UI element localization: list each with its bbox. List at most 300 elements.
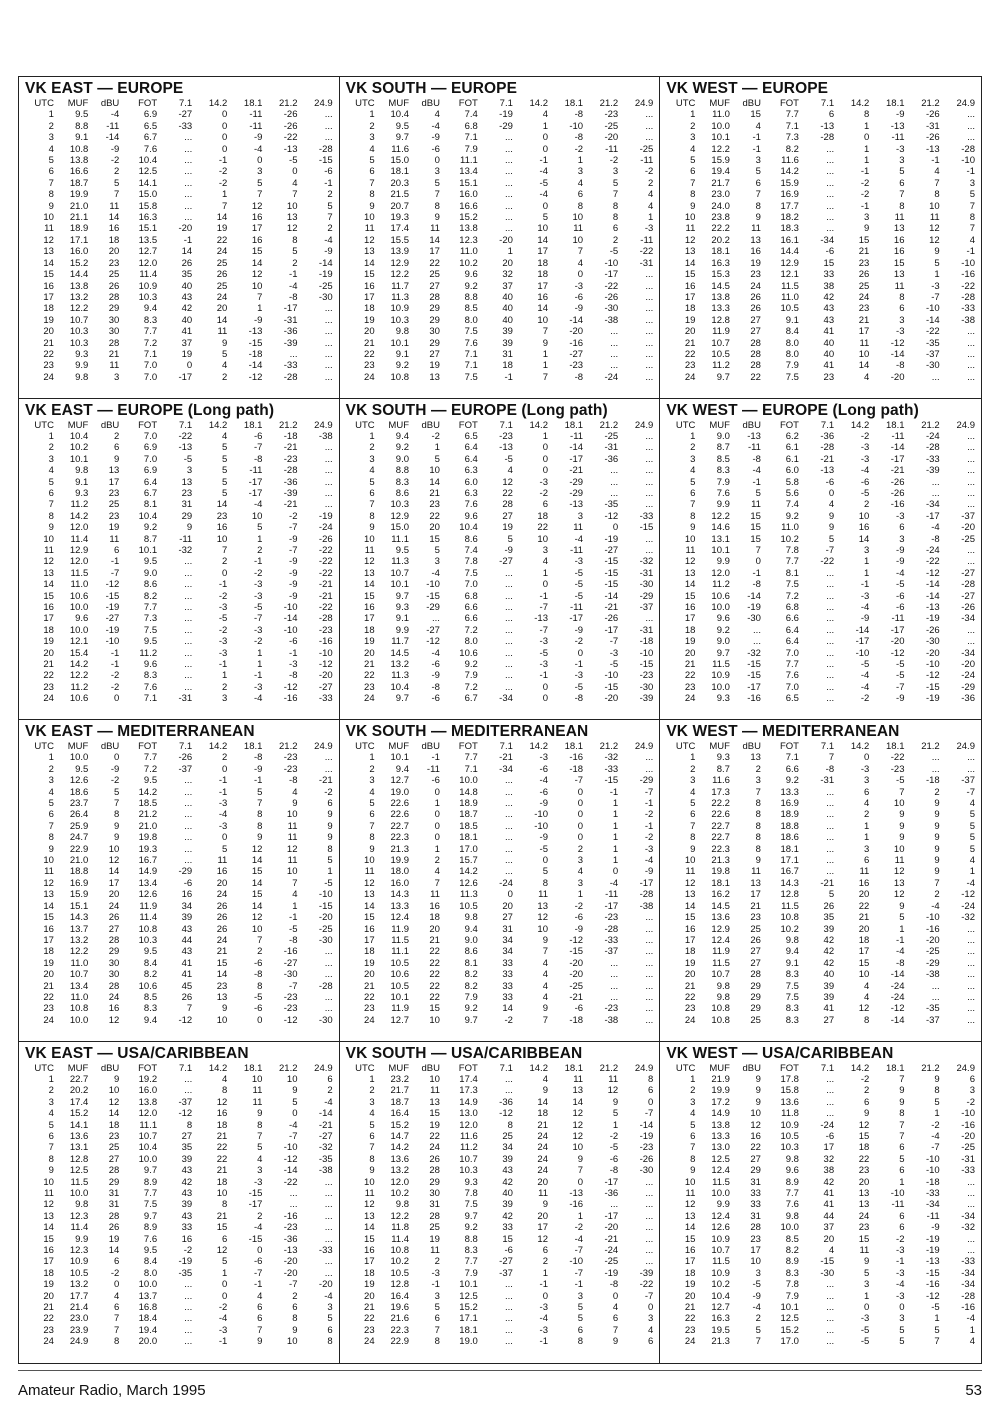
table-cell: 4 bbox=[292, 889, 298, 901]
table-cell: 10.3 bbox=[780, 1142, 799, 1154]
table-cell: -3 bbox=[253, 590, 263, 602]
column-header: dBU bbox=[742, 741, 761, 752]
table-cell: -2 bbox=[218, 624, 228, 636]
table-row bbox=[346, 878, 656, 889]
table-cell: ... bbox=[967, 1003, 975, 1015]
table-cell: 2 bbox=[577, 843, 584, 855]
table-cell: 10.9 bbox=[390, 303, 409, 315]
table-cell: 7.6 bbox=[464, 337, 478, 349]
table-cell: 1 bbox=[864, 155, 870, 167]
table-cell: 22 bbox=[216, 234, 228, 246]
table-row bbox=[25, 1256, 335, 1267]
table-cell: 14.5 bbox=[711, 280, 730, 292]
table-cell: 6.7 bbox=[464, 693, 478, 705]
table-cell: 22 bbox=[364, 1313, 375, 1325]
table-cell: 4 bbox=[542, 957, 548, 969]
table-cell: 10.4 bbox=[390, 681, 409, 693]
prediction-table bbox=[25, 420, 335, 705]
column-header: 24.9 bbox=[314, 98, 333, 109]
table-cell: -2 bbox=[574, 900, 584, 912]
table-cell: -5 bbox=[218, 613, 228, 625]
table-row bbox=[25, 545, 335, 556]
table-cell: ... bbox=[184, 670, 193, 682]
table-cell: 42 bbox=[181, 1176, 193, 1188]
table-cell: -11 bbox=[640, 234, 654, 246]
table-cell: 18.5 bbox=[138, 798, 158, 810]
table-cell: 1 bbox=[542, 360, 548, 372]
table-cell: -22 bbox=[283, 1176, 298, 1188]
table-cell: -35 bbox=[178, 1267, 193, 1279]
table-row bbox=[346, 591, 656, 602]
table-row bbox=[346, 659, 656, 670]
table-cell: 20 bbox=[429, 522, 440, 534]
table-cell: 9 bbox=[755, 212, 761, 224]
table-cell: 1 bbox=[690, 752, 696, 764]
table-cell: 16 bbox=[684, 923, 696, 935]
table-cell: 9 bbox=[828, 510, 835, 522]
table-cell: -10 bbox=[569, 120, 584, 132]
table-cell: 5 bbox=[434, 453, 440, 465]
table-cell: 8.2 bbox=[143, 969, 158, 981]
table-cell: 2 bbox=[48, 1085, 54, 1097]
table-cell: 10 bbox=[684, 1176, 696, 1188]
table-cell: 18 bbox=[858, 1142, 870, 1154]
table-cell: ... bbox=[645, 991, 654, 1003]
table-cell: -24 bbox=[925, 544, 940, 556]
table-cell: 28 bbox=[429, 291, 440, 303]
table-cell: 26 bbox=[750, 934, 761, 946]
table-cell: 5 bbox=[222, 476, 228, 488]
table-cell: 15 bbox=[216, 957, 228, 969]
table-cell: ... bbox=[826, 832, 835, 844]
table-row bbox=[666, 935, 977, 946]
table-cell: 1 bbox=[864, 143, 870, 155]
table-cell: 5 bbox=[577, 1302, 584, 1314]
table-row bbox=[346, 924, 656, 935]
table-cell: 24 bbox=[537, 1153, 548, 1165]
table-cell: -9 bbox=[574, 624, 584, 636]
table-cell: ... bbox=[504, 1324, 513, 1336]
table-cell: 10.9 bbox=[711, 1267, 730, 1279]
table-cell: 9 bbox=[542, 1199, 548, 1211]
table-cell: ... bbox=[967, 348, 975, 360]
table-cell: 14.1 bbox=[138, 177, 158, 189]
table-cell: -1 bbox=[253, 670, 263, 682]
table-cell: 5 bbox=[690, 798, 696, 810]
table-cell: 0 bbox=[222, 832, 228, 844]
table-cell: 10.8 bbox=[69, 143, 89, 155]
table-cell: 2 bbox=[934, 786, 940, 798]
table-cell: -3 bbox=[644, 843, 654, 855]
table-cell: 10 bbox=[364, 212, 375, 224]
table-cell: 5 bbox=[755, 1324, 761, 1336]
table-cell: 6 bbox=[292, 1302, 298, 1314]
table-cell: ... bbox=[645, 934, 654, 946]
table-cell: 11.5 bbox=[391, 934, 409, 946]
table-cell: 15.1 bbox=[69, 900, 89, 912]
table-row bbox=[346, 764, 656, 775]
table-cell: 10.0 bbox=[138, 1279, 158, 1291]
table-cell: -17 bbox=[604, 1176, 619, 1188]
table-cell: -2 bbox=[644, 832, 654, 844]
table-cell: 6 bbox=[327, 1324, 333, 1336]
table-cell: 14 bbox=[502, 1003, 513, 1015]
table-cell: ... bbox=[324, 453, 333, 465]
table-cell: -28 bbox=[283, 371, 298, 383]
table-cell: -7 bbox=[931, 1142, 940, 1154]
table-cell: 13 bbox=[429, 371, 440, 383]
table-cell: -6 bbox=[896, 590, 905, 602]
table-cell: 28 bbox=[750, 1222, 761, 1234]
table-cell: 11 bbox=[894, 855, 905, 867]
column-header: 18.1 bbox=[243, 419, 263, 431]
table-cell: 12.9 bbox=[390, 510, 409, 522]
table-cell: 15 bbox=[43, 912, 54, 924]
table-cell: -3 bbox=[289, 659, 298, 671]
table-cell: -12 bbox=[890, 1003, 905, 1015]
table-cell: 23 bbox=[108, 510, 120, 522]
table-cell: 1 bbox=[864, 556, 870, 568]
table-cell: -2 bbox=[609, 1130, 619, 1142]
table-cell: -31 bbox=[820, 775, 835, 787]
table-cell: 24 bbox=[108, 900, 120, 912]
table-cell: 24 bbox=[537, 1130, 548, 1142]
table-cell: -19 bbox=[925, 1233, 940, 1245]
table-cell: ... bbox=[324, 442, 333, 454]
table-cell: 27 bbox=[181, 1130, 193, 1142]
table-cell: 5 bbox=[542, 212, 548, 224]
table-cell: 6 bbox=[434, 1313, 440, 1325]
table-row bbox=[346, 246, 656, 257]
table-cell: -33 bbox=[318, 693, 333, 705]
table-cell: 9 bbox=[934, 866, 940, 878]
table-cell: ... bbox=[184, 636, 193, 648]
column-header: 18.1 bbox=[886, 98, 905, 109]
table-cell: 17 bbox=[750, 1245, 761, 1256]
table-cell: 7 bbox=[690, 177, 696, 189]
table-cell: -7 bbox=[966, 786, 975, 798]
table-cell: 1 bbox=[612, 798, 619, 810]
table-cell: -10 bbox=[925, 303, 940, 315]
table-cell: -6 bbox=[825, 476, 835, 488]
table-cell: 10 bbox=[251, 280, 263, 292]
panel-title: VK SOUTH — MEDITERRANEAN bbox=[345, 723, 589, 740]
table-cell: -37 bbox=[961, 775, 975, 787]
table-cell: ... bbox=[967, 957, 975, 969]
table-cell: 4 bbox=[507, 465, 513, 477]
table-cell: 27 bbox=[502, 912, 513, 924]
table-cell: 8 bbox=[612, 212, 619, 224]
table-cell: ... bbox=[826, 1085, 835, 1097]
table-cell: -17 bbox=[604, 624, 619, 636]
table-cell: -5 bbox=[931, 1302, 940, 1314]
table-cell: 10.2 bbox=[69, 442, 89, 454]
table-cell: 1 bbox=[969, 866, 975, 878]
table-cell: 21.0 bbox=[69, 855, 89, 867]
table-cell: -34 bbox=[925, 499, 940, 511]
table-row bbox=[666, 1003, 977, 1014]
table-cell: ... bbox=[184, 1290, 193, 1302]
table-cell: -31 bbox=[639, 624, 654, 636]
table-cell: ... bbox=[645, 1210, 654, 1222]
table-cell: -20 bbox=[604, 132, 619, 144]
table-cell: -10 bbox=[105, 636, 120, 648]
table-cell: 0 bbox=[434, 155, 440, 167]
table-cell: 18 bbox=[537, 510, 548, 522]
table-cell: -9 bbox=[289, 579, 298, 591]
table-row bbox=[346, 1245, 656, 1256]
table-cell: -10 bbox=[604, 670, 619, 682]
table-cell: 22 bbox=[429, 969, 440, 981]
table-cell: 1 bbox=[577, 155, 584, 167]
table-cell: ... bbox=[610, 326, 619, 338]
table-cell: -10 bbox=[961, 1108, 975, 1120]
table-cell: 12 bbox=[364, 556, 375, 568]
table-cell: 22.7 bbox=[711, 832, 730, 844]
table-row bbox=[25, 958, 335, 969]
table-cell: 10.0 bbox=[711, 602, 730, 613]
table-cell: -37 bbox=[604, 946, 619, 958]
table-cell: 11.0 bbox=[70, 957, 89, 969]
table-cell: 13.1 bbox=[69, 1142, 89, 1154]
column-header: MUF bbox=[388, 741, 409, 752]
table-cell: -29 bbox=[499, 120, 513, 132]
table-cell: 16.8 bbox=[138, 1302, 158, 1314]
table-cell: 12.8 bbox=[390, 1279, 409, 1291]
table-cell: 17.8 bbox=[780, 1073, 799, 1085]
table-row bbox=[25, 912, 335, 923]
table-cell: -38 bbox=[639, 900, 654, 912]
table-cell: 23 bbox=[750, 1233, 761, 1245]
column-header: 18.1 bbox=[886, 1062, 905, 1074]
table-cell: -21 bbox=[890, 465, 905, 477]
table-cell: 9.6 bbox=[464, 269, 478, 281]
table-cell: 23 bbox=[429, 499, 440, 511]
table-row bbox=[25, 246, 335, 257]
table-cell: 5 bbox=[934, 1096, 940, 1108]
table-cell: 9.2 bbox=[464, 659, 478, 671]
table-cell: 8 bbox=[257, 809, 263, 821]
table-cell: 11.3 bbox=[391, 556, 409, 568]
table-row bbox=[25, 969, 335, 980]
table-cell: -1 bbox=[752, 132, 761, 144]
table-cell: 1 bbox=[507, 246, 513, 258]
table-cell: 7.1 bbox=[464, 360, 478, 372]
table-cell: 15 bbox=[750, 533, 761, 545]
table-cell: 19.9 bbox=[711, 1085, 730, 1097]
table-cell: -4 bbox=[253, 693, 263, 705]
table-cell: -7 bbox=[574, 1267, 584, 1279]
table-cell: 15 bbox=[364, 1233, 375, 1245]
table-cell: -7 bbox=[253, 1267, 263, 1279]
table-cell: -7 bbox=[539, 624, 548, 636]
table-cell: -33 bbox=[639, 510, 654, 522]
table-cell: 10 bbox=[572, 234, 584, 246]
table-cell: 7.1 bbox=[785, 120, 799, 132]
table-row bbox=[346, 1291, 656, 1302]
table-cell: 3 bbox=[648, 1313, 654, 1325]
column-header: 24.9 bbox=[314, 419, 333, 431]
table-cell: 4 bbox=[434, 109, 440, 121]
table-cell: -34 bbox=[961, 613, 975, 625]
table-cell: 13 bbox=[286, 212, 298, 224]
table-cell: 15 bbox=[502, 1233, 513, 1245]
table-cell: 14.5 bbox=[390, 647, 409, 659]
table-cell: 6 bbox=[690, 809, 696, 821]
column-header: FOT bbox=[458, 741, 478, 752]
table-cell: 12.4 bbox=[711, 1165, 730, 1177]
table-cell: 7 bbox=[542, 946, 548, 958]
column-header: UTC bbox=[355, 98, 375, 109]
table-cell: 8.3 bbox=[716, 465, 730, 477]
table-cell: ... bbox=[931, 476, 940, 488]
column-header: dBU bbox=[100, 741, 120, 752]
table-cell: 41 bbox=[823, 1187, 835, 1199]
table-cell: 1 bbox=[434, 843, 440, 855]
table-cell: 6 bbox=[222, 1233, 228, 1245]
table-cell: 19.6 bbox=[390, 1302, 409, 1314]
table-cell: -3 bbox=[431, 1267, 440, 1279]
table-cell: 4 bbox=[369, 465, 375, 477]
table-cell: -1 bbox=[431, 752, 440, 764]
table-cell: 42 bbox=[823, 1176, 835, 1188]
table-cell: 13 bbox=[684, 567, 696, 579]
table-cell: -16 bbox=[569, 1199, 584, 1211]
table-cell: 21.4 bbox=[69, 1302, 89, 1314]
table-row bbox=[346, 360, 656, 371]
table-cell: 15.0 bbox=[390, 522, 409, 534]
table-cell: 3 bbox=[577, 166, 584, 178]
table-cell: 12.2 bbox=[390, 269, 409, 281]
table-cell: 18.1 bbox=[459, 832, 478, 844]
table-cell: 12.4 bbox=[711, 1210, 730, 1222]
table-cell: ... bbox=[184, 155, 193, 167]
table-cell: ... bbox=[826, 820, 835, 832]
column-header: FOT bbox=[779, 419, 799, 431]
table-cell: 7.5 bbox=[464, 326, 478, 338]
table-cell: 1 bbox=[222, 670, 228, 682]
table-row bbox=[346, 132, 656, 143]
table-cell: 13 bbox=[684, 1210, 696, 1222]
table-header-row bbox=[666, 1063, 977, 1074]
table-cell: ... bbox=[184, 1324, 193, 1336]
table-cell: ... bbox=[645, 269, 654, 281]
table-cell: 6.8 bbox=[464, 120, 478, 132]
table-cell: -34 bbox=[961, 1267, 975, 1279]
table-cell: 8.0 bbox=[785, 337, 799, 349]
table-cell: 25 bbox=[108, 1142, 120, 1154]
table-cell: 9 bbox=[542, 337, 548, 349]
table-cell: 15 bbox=[893, 257, 905, 269]
table-cell: 3 bbox=[969, 177, 975, 189]
table-cell: 15 bbox=[364, 912, 375, 924]
table-cell: 11 bbox=[364, 544, 375, 556]
table-cell: ... bbox=[967, 923, 975, 935]
table-cell: -22 bbox=[604, 280, 619, 292]
table-cell: 17 bbox=[43, 934, 54, 946]
table-cell: 5 bbox=[899, 1324, 905, 1336]
table-cell: 12.5 bbox=[711, 1153, 730, 1165]
table-cell: -36 bbox=[499, 1096, 513, 1108]
table-cell: 29 bbox=[429, 1176, 440, 1188]
table-cell: ... bbox=[967, 752, 975, 764]
table-row bbox=[25, 1188, 335, 1199]
table-cell: 28 bbox=[108, 1210, 120, 1222]
table-cell: 9 bbox=[369, 522, 375, 534]
table-cell: 7 bbox=[542, 371, 548, 383]
column-header: dBU bbox=[742, 419, 761, 431]
table-cell: 7 bbox=[755, 189, 761, 201]
table-cell: 2 bbox=[369, 442, 375, 454]
table-cell: 40 bbox=[823, 348, 835, 360]
table-cell: -13 bbox=[820, 465, 835, 477]
table-cell: -5 bbox=[896, 670, 905, 682]
table-cell: 8.4 bbox=[785, 326, 799, 338]
table-cell: 10 bbox=[216, 533, 228, 545]
table-cell: -6 bbox=[539, 786, 548, 798]
table-row bbox=[346, 1313, 656, 1324]
table-cell: 1 bbox=[864, 820, 870, 832]
table-cell: 8 bbox=[969, 212, 975, 224]
table-row bbox=[346, 1199, 656, 1210]
prediction-table bbox=[346, 98, 656, 383]
table-cell: ... bbox=[967, 360, 975, 372]
table-cell: 2 bbox=[369, 120, 375, 132]
table-cell: 42 bbox=[823, 934, 835, 946]
table-cell: ... bbox=[184, 659, 193, 671]
table-cell: 11 bbox=[364, 223, 375, 235]
table-cell: 20.0 bbox=[138, 1336, 158, 1348]
table-cell: 0 bbox=[292, 1108, 298, 1120]
table-cell: 1 bbox=[612, 843, 619, 855]
table-cell: 5 bbox=[48, 798, 54, 810]
table-cell: 10.2 bbox=[390, 1187, 409, 1199]
table-cell: 4 bbox=[542, 1073, 548, 1085]
table-cell: 16 bbox=[251, 234, 263, 246]
table-cell: -13 bbox=[925, 1256, 940, 1268]
table-cell: 30 bbox=[108, 969, 120, 981]
table-cell: 13 bbox=[893, 269, 905, 281]
table-row bbox=[666, 1336, 977, 1347]
table-cell: 26 bbox=[108, 1222, 120, 1234]
table-cell: -5 bbox=[896, 579, 905, 591]
table-cell: ... bbox=[967, 487, 975, 499]
table-cell: -6 bbox=[609, 1153, 619, 1165]
table-cell: 11 bbox=[859, 1245, 870, 1256]
table-cell: 43 bbox=[181, 923, 193, 935]
table-cell: 7.5 bbox=[143, 624, 158, 636]
table-row bbox=[666, 648, 977, 659]
table-cell: ... bbox=[645, 957, 654, 969]
table-cell: 7.2 bbox=[464, 681, 478, 693]
table-cell: -22 bbox=[890, 752, 905, 764]
table-cell: -15 bbox=[820, 1256, 835, 1268]
table-cell: -7 bbox=[289, 522, 298, 534]
table-cell: 18 bbox=[684, 624, 696, 636]
table-cell: 5 bbox=[864, 1267, 870, 1279]
table-cell: -1 bbox=[324, 177, 333, 189]
table-header-row bbox=[346, 420, 656, 431]
table-cell: -2 bbox=[110, 775, 120, 787]
table-cell: 13 bbox=[364, 567, 375, 579]
table-cell: 9 bbox=[48, 843, 54, 855]
table-cell: 10.0 bbox=[780, 1222, 799, 1234]
table-cell: 11 bbox=[751, 866, 761, 878]
table-cell: 7 bbox=[899, 189, 905, 201]
table-cell: 0 bbox=[222, 1279, 228, 1291]
table-cell: 16 bbox=[364, 280, 375, 292]
table-cell: -3 bbox=[539, 1324, 548, 1336]
